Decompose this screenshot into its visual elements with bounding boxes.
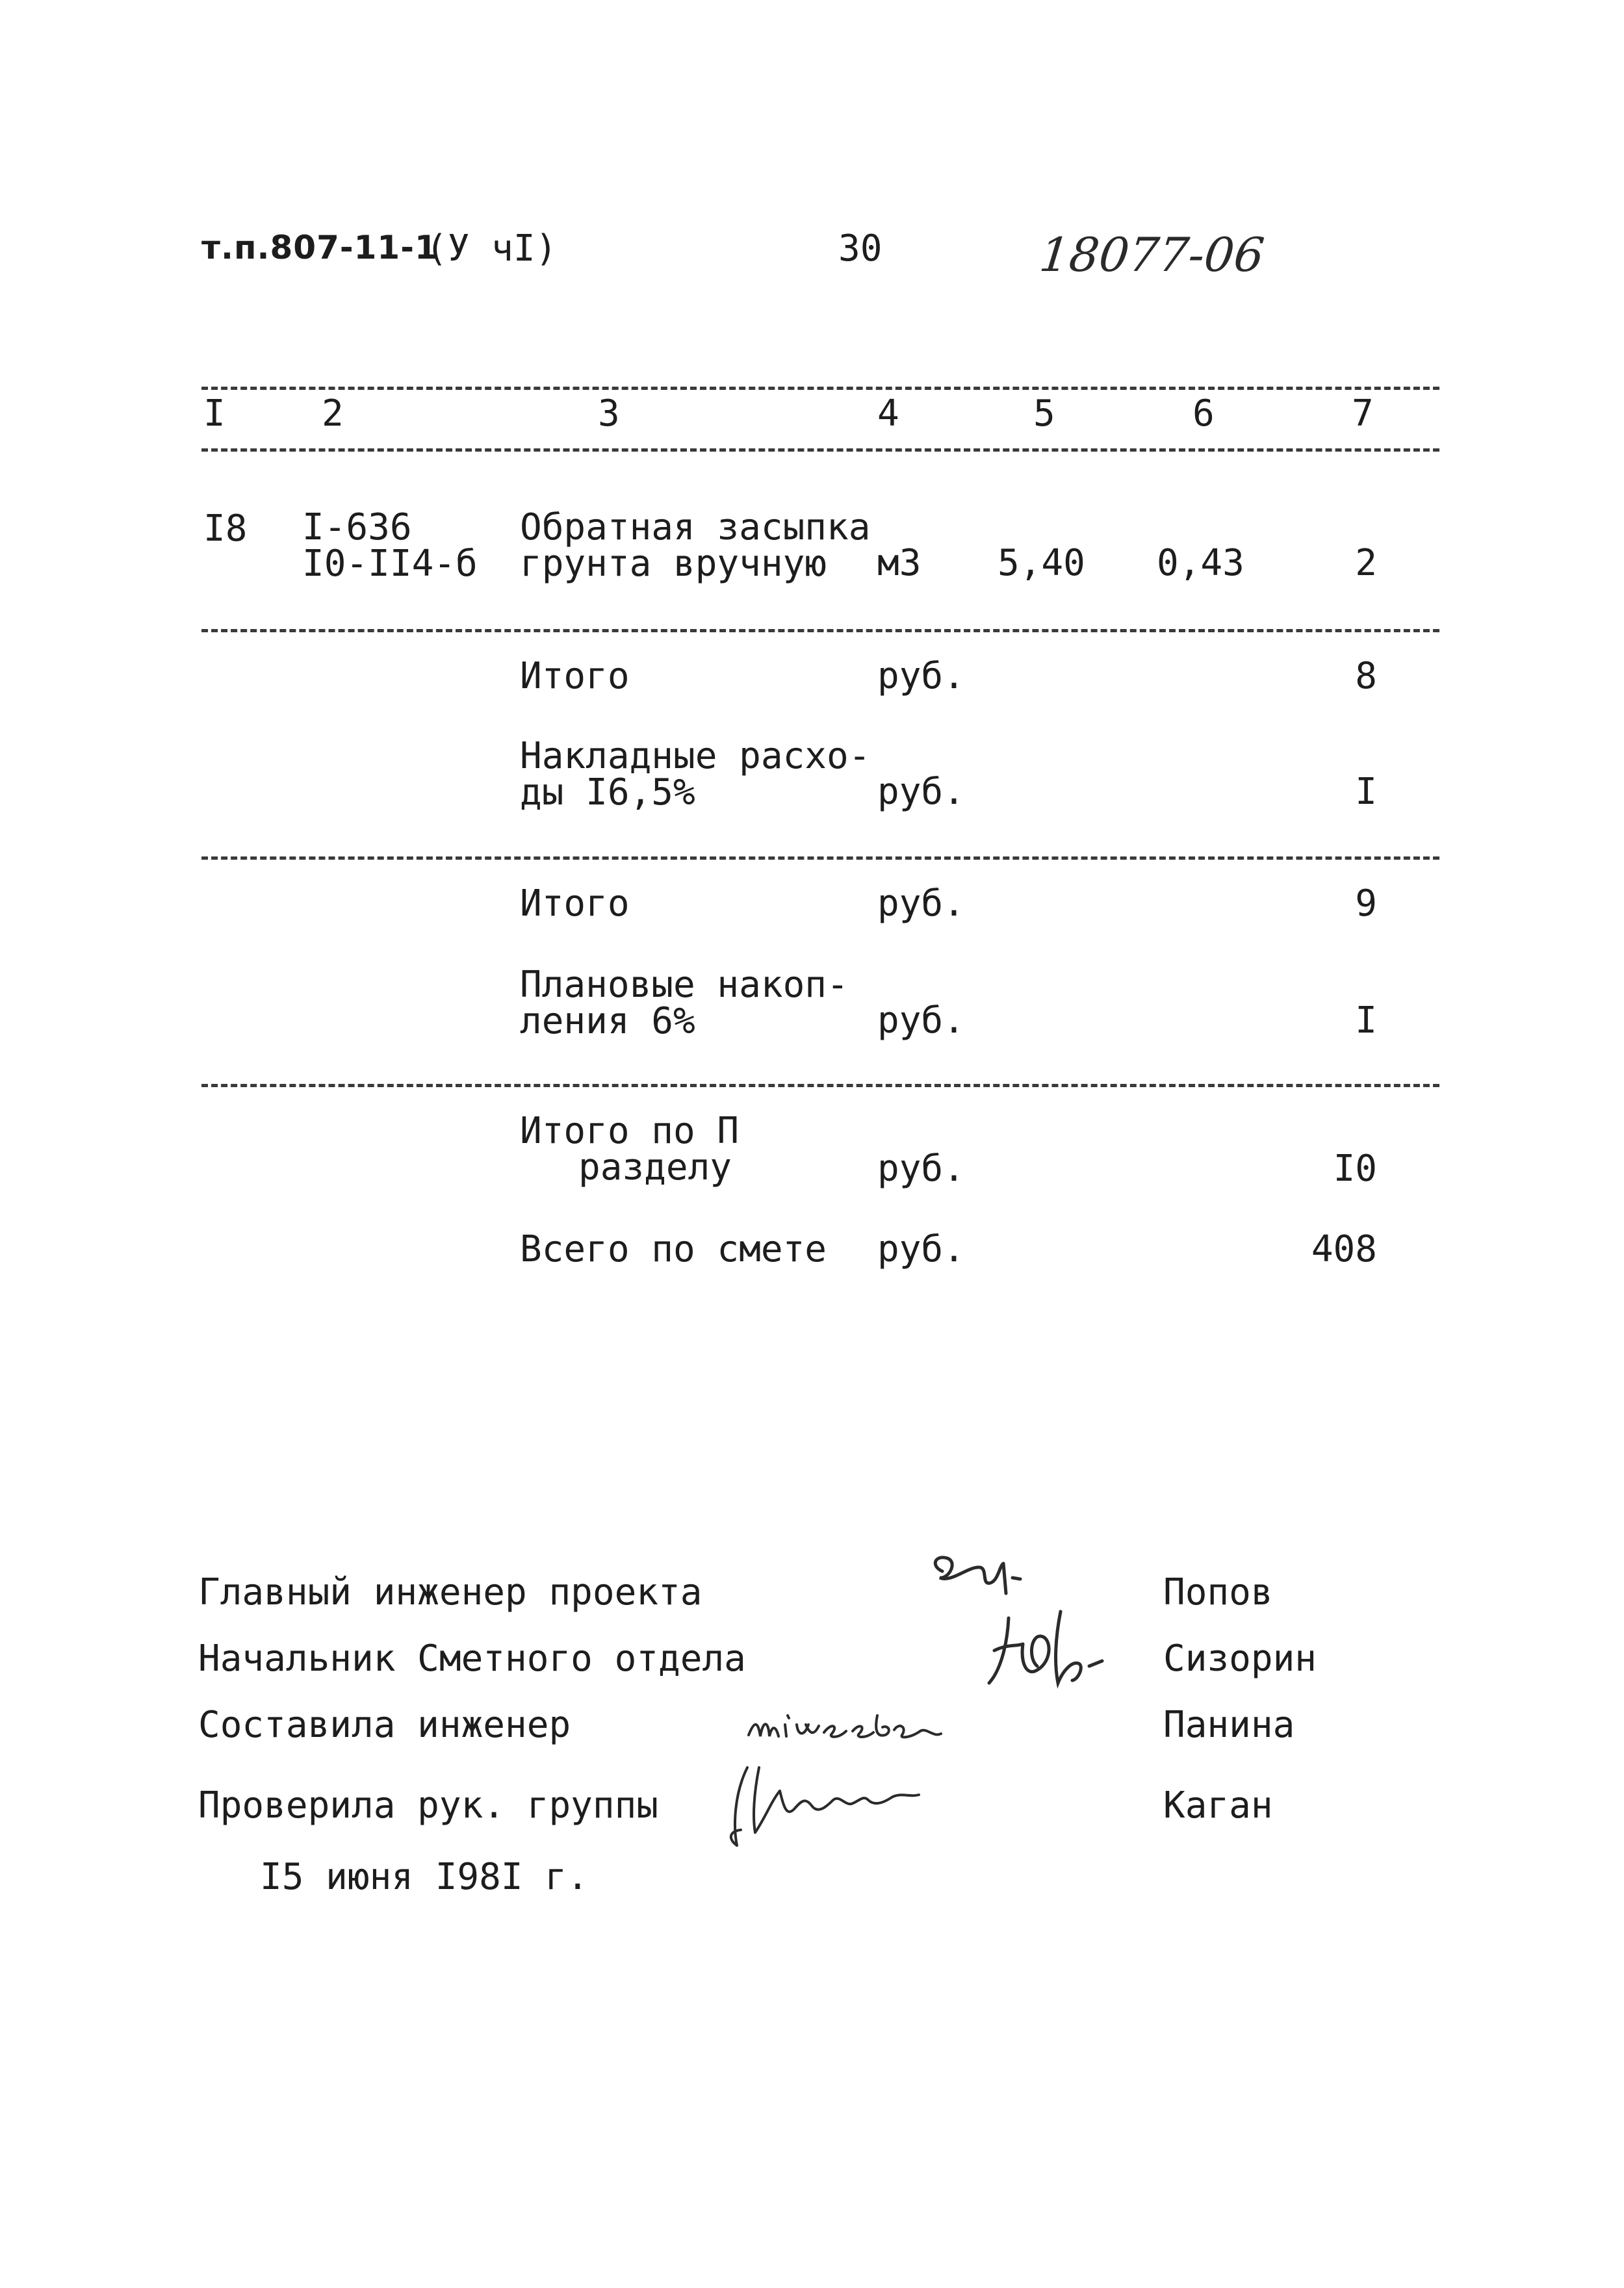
summary-label-line-2: ды I6,5% [520,771,695,814]
signature-role: Проверила рук. группы [198,1784,659,1827]
summary-value: I [1355,999,1377,1042]
summary-label: Итого [520,655,630,697]
column-header-5: 5 [1033,392,1055,435]
document-code: т.п.807-11-1 [201,229,438,266]
summary-unit: руб. [877,1228,965,1270]
signature-role: Начальник Сметного отдела [198,1638,746,1680]
summary-unit: руб. [877,655,965,697]
summary-value: I0 [1333,1148,1377,1190]
document-part: (У чI) [426,227,558,270]
row-price: 0,43 [1157,542,1244,584]
signature-name: Панина [1163,1704,1295,1746]
page-number: 30 [838,227,883,270]
table-header-rule [201,448,1439,452]
summary-unit: руб. [877,1148,965,1190]
summary-value: 8 [1355,655,1377,697]
column-header-6: 6 [1192,392,1215,435]
summary-unit: руб. [877,882,965,925]
summary-label-line-1: Накладные расхо- [520,735,871,777]
row-code-line-1: I-636 [302,506,412,548]
column-header-2: 2 [322,392,344,435]
table-rule [201,629,1439,632]
row-total: 2 [1355,542,1377,584]
summary-label-line-1: Итого по П [520,1110,740,1152]
row-code-line-2: I0-II4-б [302,543,478,585]
column-header-7: 7 [1352,392,1374,435]
summary-unit: руб. [877,771,965,813]
table-rule [201,1084,1439,1087]
row-name-line-1: Обратная засыпка [520,506,871,548]
signature-name: Сизорин [1163,1638,1317,1680]
summary-label: Итого [520,882,630,925]
signature-role: Главный инженер проекта [198,1571,702,1613]
column-header-4: 4 [877,392,899,435]
signature-sizorin [975,1599,1124,1703]
row-name-line-2: грунта вручную [520,543,827,585]
row-quantity: 5,40 [998,542,1085,584]
summary-value: I [1355,771,1377,813]
summary-label-line-2: ления 6% [520,1000,695,1042]
signature-role: Составила инженер [198,1704,571,1746]
summary-unit: руб. [877,999,965,1042]
signature-name: Попов [1163,1571,1273,1613]
signature-name: Каган [1163,1784,1273,1827]
summary-value: 9 [1355,882,1377,925]
summary-label-line-1: Плановые накоп- [520,964,849,1006]
table-top-rule [201,387,1439,390]
row-unit: м3 [877,542,922,584]
document-date: I5 июня I98I г. [260,1856,589,1898]
signature-panina [741,1696,962,1755]
summary-value: 408 [1311,1228,1377,1270]
row-number: I8 [203,508,248,550]
summary-label-line-2: разделу [578,1146,732,1189]
column-header-1: I [203,392,226,435]
summary-label: Всего по смете [520,1228,827,1270]
table-rule [201,856,1439,860]
column-header-3: 3 [598,392,620,435]
archive-number: 18077-06 [1037,227,1267,282]
signature-kagan [721,1755,936,1852]
